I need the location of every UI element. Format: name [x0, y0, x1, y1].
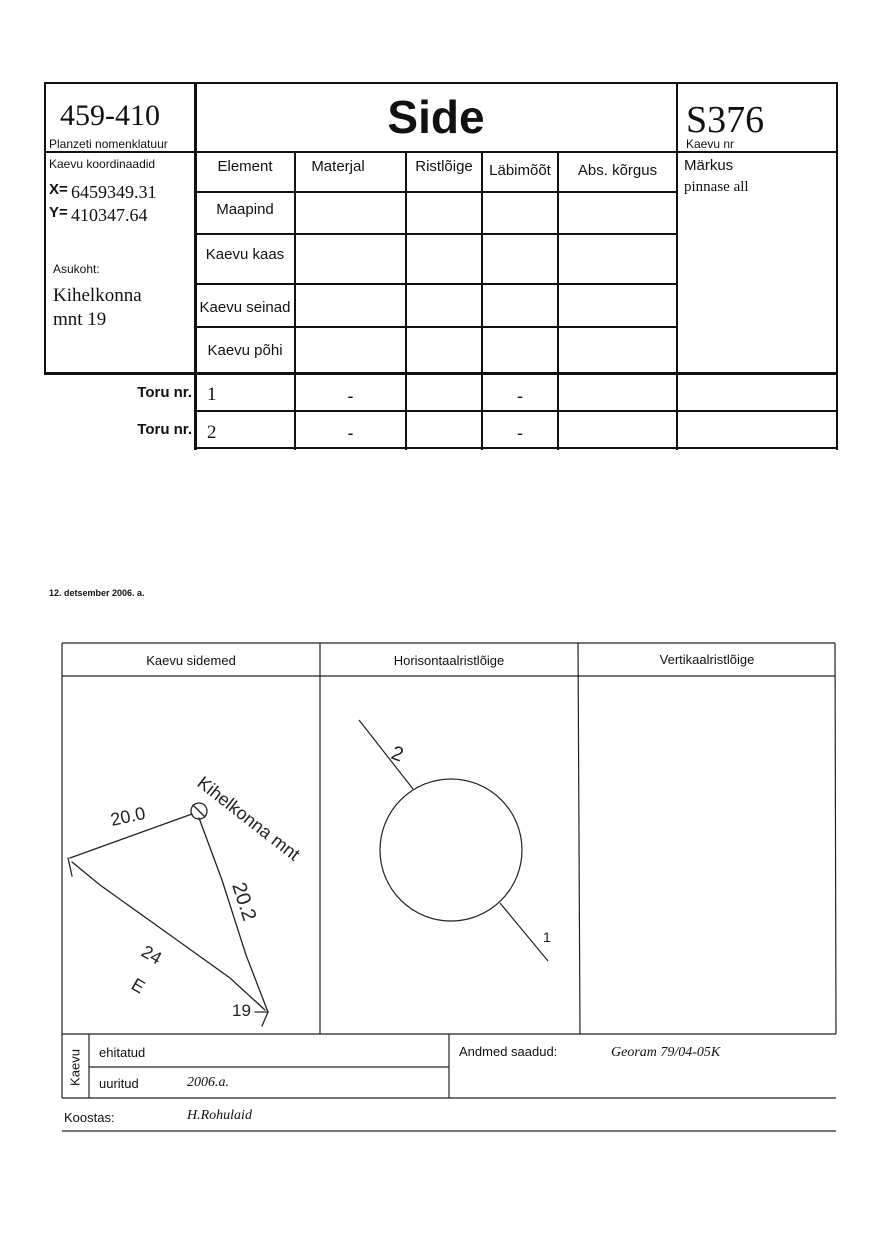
- col-diameter: Läbimõõt: [489, 162, 551, 179]
- source-label: Andmed saadud:: [459, 1044, 558, 1059]
- pipe1-material: -: [347, 386, 354, 406]
- hand-house-no: 19: [232, 1001, 251, 1020]
- hand-pipe-2: 2: [388, 742, 407, 767]
- remarks-label: Märkus: [684, 157, 734, 174]
- surveyed-label: uuritud: [99, 1076, 139, 1091]
- row-kaevu-seinad: Kaevu seinad: [199, 299, 291, 316]
- pipe2-no: 2: [207, 422, 217, 443]
- x-label: X=: [49, 181, 68, 198]
- sketch-col-horizontal: Horisontaalristlõige: [393, 653, 505, 668]
- footer-vertical-label: Kaevu: [67, 1049, 83, 1086]
- source-value: Georam 79/04-05K: [611, 1045, 721, 1060]
- hand-distance-3: 24: [138, 941, 166, 969]
- sketch-col-links: Kaevu sidemed: [146, 653, 236, 668]
- pipe2-material: -: [347, 423, 354, 443]
- col-abs-height: Abs. kõrgus: [577, 162, 658, 179]
- document-date: 12. detsember 2006. a.: [49, 588, 145, 598]
- row-kaevu-kaas: Kaevu kaas: [205, 246, 285, 263]
- row-kaevu-pohi: Kaevu põhi: [207, 342, 283, 359]
- row-maapind: Maapind: [216, 201, 274, 218]
- author-label: Koostas:: [64, 1110, 115, 1125]
- remarks-value: pinnase all: [684, 179, 749, 195]
- nomenclature-label: Planzeti nomenklatuur: [49, 137, 168, 151]
- sketch-col-vertical: Vertikaalristlõige: [659, 652, 755, 667]
- col-cross-section: Ristlõige: [415, 158, 473, 175]
- well-no-label: Kaevu nr: [686, 137, 735, 151]
- hand-distance-1: 20.0: [108, 803, 148, 830]
- hand-distance-2: 20.2: [227, 879, 261, 924]
- pipe2-label: Toru nr.: [137, 421, 192, 438]
- well-no-value: S376: [686, 99, 765, 141]
- location-label: Asukoht:: [53, 262, 100, 276]
- page-title: Side: [387, 91, 485, 143]
- pipe1-label: Toru nr.: [137, 384, 192, 401]
- location-line1: Kihelkonna: [53, 285, 142, 306]
- pipe1-no: 1: [207, 384, 217, 405]
- y-value: 410347.64: [71, 205, 148, 225]
- hand-mark: E: [128, 974, 149, 998]
- nomenclature-value: 459-410: [60, 99, 160, 132]
- coords-label: Kaevu koordinaadid: [49, 157, 156, 171]
- surveyed-value: 2006.a.: [187, 1075, 229, 1090]
- col-element: Element: [217, 158, 273, 175]
- y-label: Y=: [49, 204, 68, 221]
- location-line2: mnt 19: [53, 309, 107, 330]
- pipe1-diameter: -: [517, 386, 523, 406]
- pipe2-diameter: -: [517, 423, 523, 443]
- built-label: ehitatud: [99, 1045, 146, 1060]
- hand-street: Kihelkonna mnt: [193, 772, 304, 865]
- author-value: H.Rohulaid: [187, 1108, 252, 1123]
- x-value: 6459349.31: [71, 182, 157, 202]
- col-material: Materjal: [311, 158, 365, 175]
- hand-pipe-1: 1: [543, 929, 551, 945]
